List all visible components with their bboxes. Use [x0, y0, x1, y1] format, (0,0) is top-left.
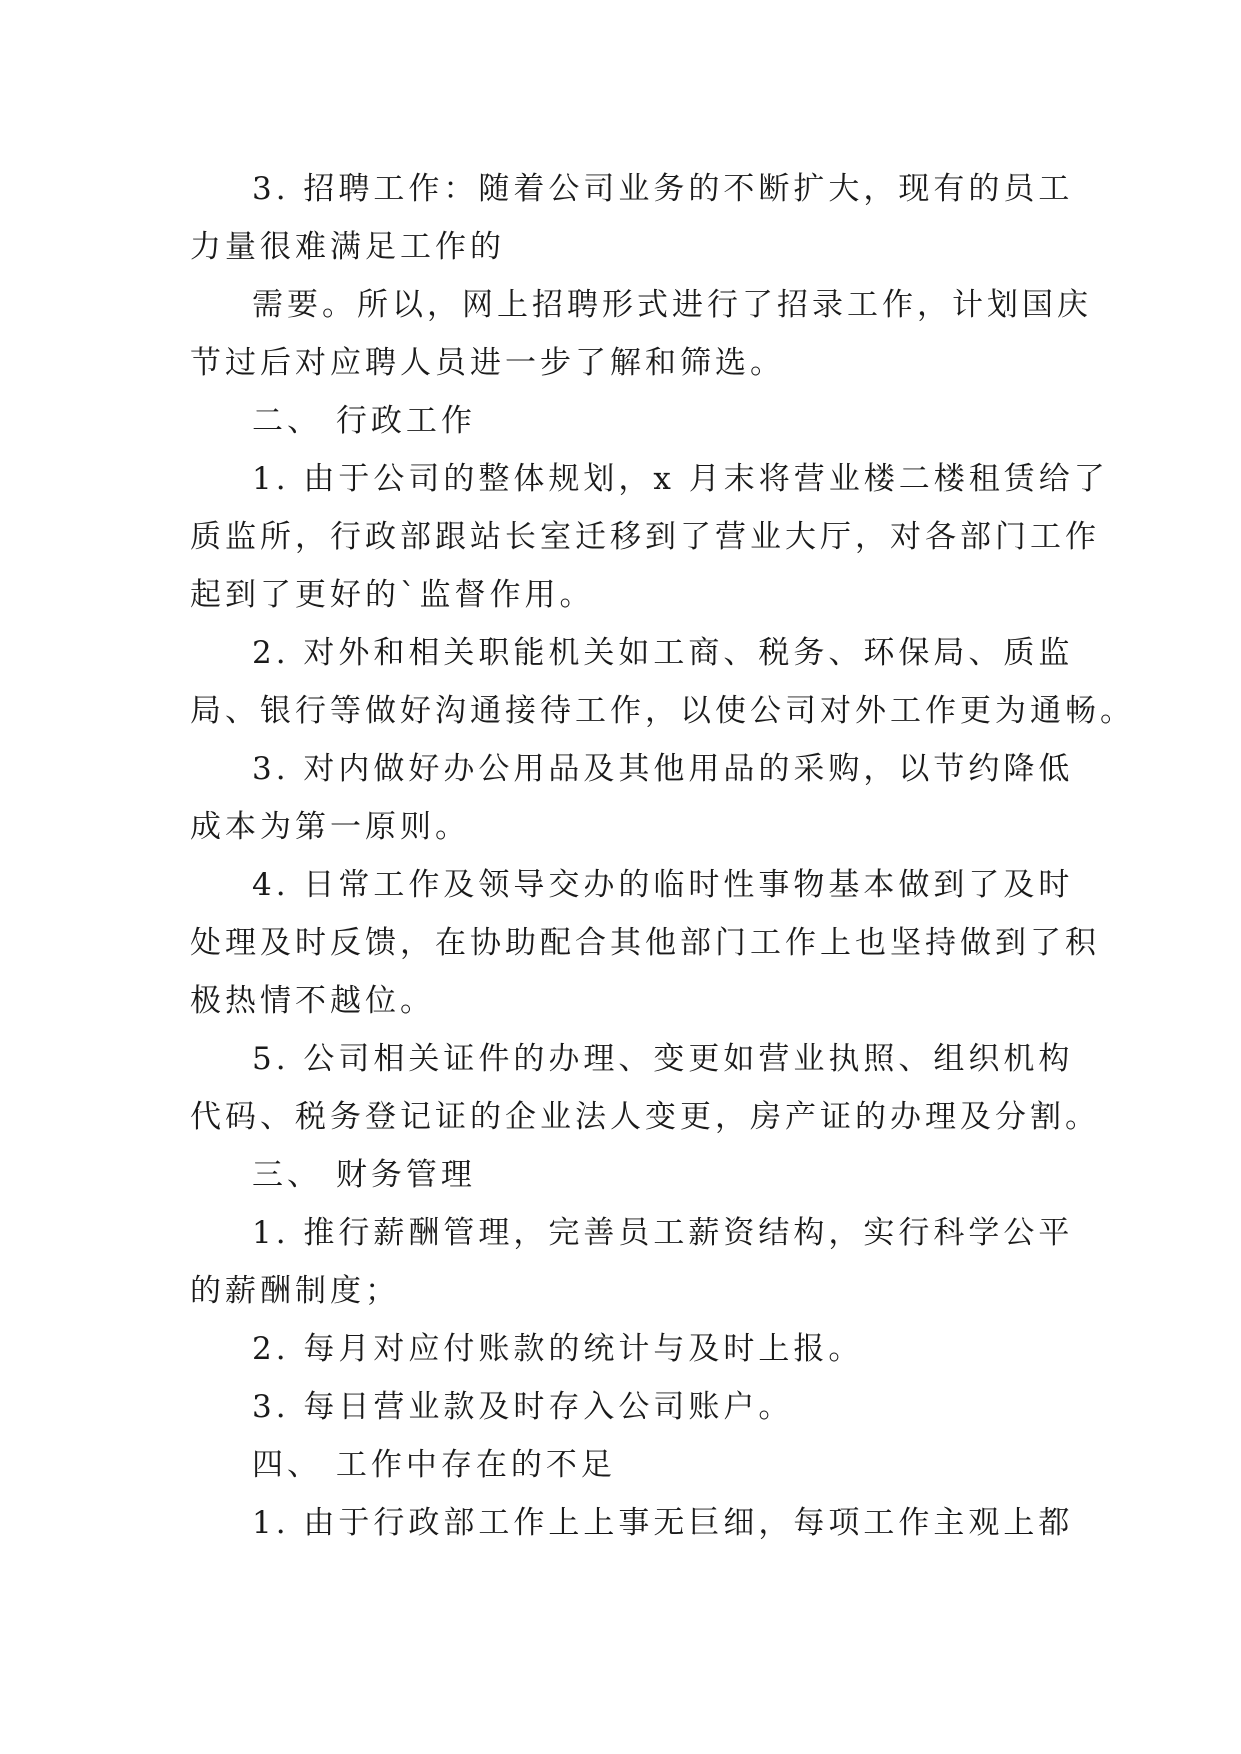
text-line: 节过后对应聘人员进一步了解和筛选。 [190, 345, 785, 381]
text-line: 起到了更好的`监督作用。 [190, 577, 595, 613]
text-line: 的薪酬制度； [190, 1273, 400, 1309]
text-line: 处理及时反馈，在协助配合其他部门工作上也坚持做到了积 [190, 925, 1100, 961]
text-line: 1. 由于行政部工作上上事无巨细，每项工作主观上都 [252, 1505, 1074, 1541]
text-line: 5. 公司相关证件的办理、变更如营业执照、组织机构 [252, 1041, 1074, 1077]
section-heading: 三、 财务管理 [252, 1157, 476, 1193]
text-line: 局、银行等做好沟通接待工作，以使公司对外工作更为通畅。 [190, 693, 1135, 729]
text-line: 成本为第一原则。 [190, 809, 470, 845]
text-line: 1. 由于公司的整体规划，x 月末将营业楼二楼租赁给了 [252, 461, 1109, 497]
text-line: 力量很难满足工作的 [190, 229, 505, 265]
section-heading: 四、 工作中存在的不足 [252, 1447, 616, 1483]
text-line: 需要。所以，网上招聘形式进行了招录工作，计划国庆 [252, 287, 1092, 323]
text-line: 2. 每月对应付账款的统计与及时上报。 [252, 1331, 864, 1367]
text-line: 质监所，行政部跟站长室迁移到了营业大厅，对各部门工作 [190, 519, 1100, 555]
text-line: 4. 日常工作及领导交办的临时性事物基本做到了及时 [252, 867, 1074, 903]
text-line: 1. 推行薪酬管理，完善员工薪资结构，实行科学公平 [252, 1215, 1074, 1251]
section-heading: 二、 行政工作 [252, 403, 476, 439]
text-line: 代码、税务登记证的企业法人变更，房产证的办理及分割。 [190, 1099, 1100, 1135]
text-line: 极热情不越位。 [190, 983, 435, 1019]
document-body [190, 160, 1135, 1552]
text-line: 2. 对外和相关职能机关如工商、税务、环保局、质监 [252, 635, 1074, 671]
text-line: 3. 招聘工作：随着公司业务的不断扩大，现有的员工 [252, 171, 1074, 207]
text-line: 3. 每日营业款及时存入公司账户。 [252, 1389, 794, 1425]
text-line: 3. 对内做好办公用品及其他用品的采购，以节约降低 [252, 751, 1074, 787]
